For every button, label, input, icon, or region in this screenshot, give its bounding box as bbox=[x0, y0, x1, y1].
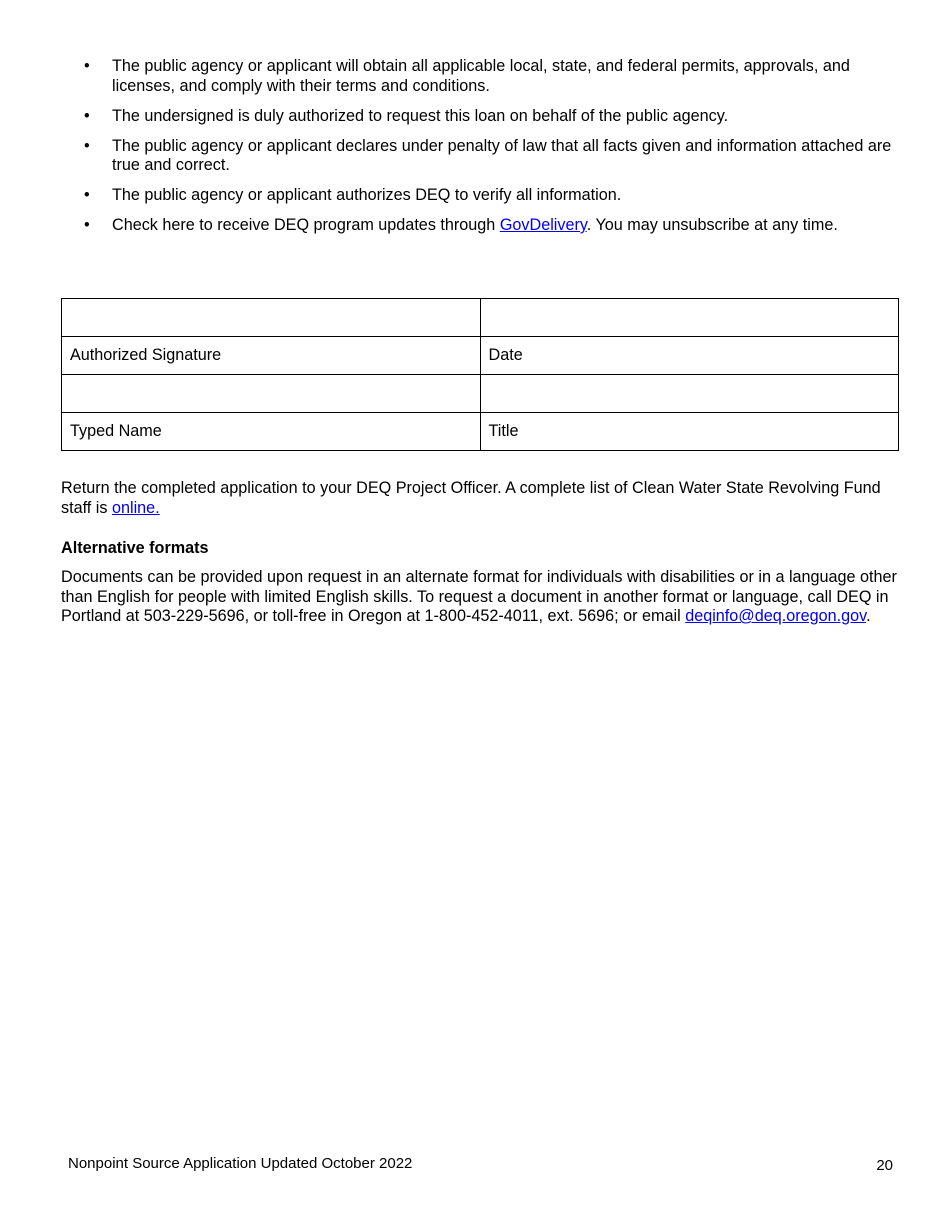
list-item bbox=[61, 186, 901, 206]
list-item bbox=[61, 57, 901, 96]
alternative-formats-end: . bbox=[866, 607, 871, 625]
signature-table bbox=[61, 298, 899, 451]
govdelivery-link[interactable]: GovDelivery bbox=[499, 216, 587, 234]
bullet-icon: • bbox=[84, 57, 90, 75]
alternative-formats-text bbox=[61, 568, 911, 627]
bullet-icon: • bbox=[84, 106, 90, 125]
date-field[interactable] bbox=[480, 299, 899, 337]
title-field[interactable] bbox=[480, 375, 899, 413]
bullet-icon: • bbox=[84, 136, 90, 155]
bullet-icon: • bbox=[84, 186, 90, 204]
typed-name-field[interactable] bbox=[62, 375, 481, 413]
bullet-text: The public agency or applicant will obtain all applicable local, state, and federal permits, approvals, and licenses, and comply with their terms and conditions. bbox=[112, 57, 850, 95]
bullet-text-after: . You may unsubscribe at any time. bbox=[586, 216, 838, 234]
staff-online-link[interactable]: online. bbox=[111, 498, 160, 517]
list-item bbox=[61, 107, 901, 127]
bullet-text-before: Check here to receive DEQ program updates through bbox=[112, 216, 500, 234]
alternative-formats-heading: Alternative formats bbox=[61, 539, 209, 557]
list-item bbox=[61, 216, 901, 236]
date-label: Date bbox=[480, 337, 899, 375]
alternative-formats-body: Documents can be provided upon request in an alternate format for individuals with disabilities or in a language other than English for people with limited English skills. To request a document in another format or language, call DEQ in Portland at 503-229-5696, or toll-free in Oregon at 1-800-452-4011, ext. 5696; or email bbox=[61, 568, 897, 625]
bullet-icon: • bbox=[84, 216, 90, 234]
authorized-signature-label: Authorized Signature bbox=[62, 337, 481, 375]
certification-list bbox=[61, 57, 901, 246]
deq-email-link[interactable]: deqinfo@deq.oregon.gov bbox=[685, 607, 867, 625]
typed-name-label: Typed Name bbox=[62, 413, 481, 451]
bullet-text: The undersigned is duly authorized to request this loan on behalf of the public agency. bbox=[112, 106, 729, 125]
return-instructions bbox=[61, 479, 911, 518]
bullet-text: The public agency or applicant authorizes DEQ to verify all information. bbox=[112, 186, 622, 204]
bullet-text: The public agency or applicant declares under penalty of law that all facts given and information attached are true and correct. bbox=[112, 136, 892, 174]
authorized-signature-field[interactable] bbox=[62, 299, 481, 337]
return-text: Return the completed application to your DEQ Project Officer. A complete list of Clean Water State Revolving Fund staff is bbox=[61, 479, 881, 517]
page-number: 20 bbox=[876, 1157, 893, 1174]
footer-document-title: Nonpoint Source Application Updated October 2022 bbox=[68, 1155, 413, 1172]
title-label: Title bbox=[480, 413, 899, 451]
list-item bbox=[61, 137, 901, 176]
